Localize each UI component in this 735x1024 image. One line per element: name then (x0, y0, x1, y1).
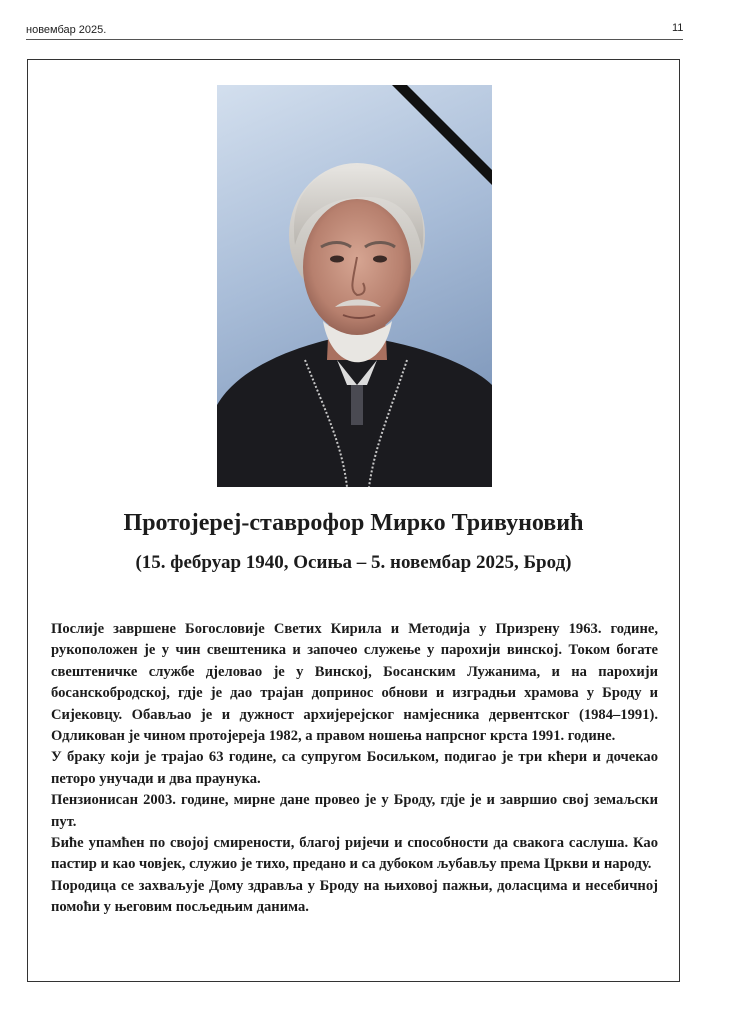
life-dates: (15. фебруар 1940, Осиња – 5. новембар 2025, Брод) (135, 552, 572, 573)
issue-date: новембар 2025. (26, 24, 107, 36)
paragraph: У браку који је трајао 63 године, са супругом Босиљком, подигао је три кћери и дочекао петоро унучади и два праунука. (51, 749, 658, 787)
page-number: 11 (672, 22, 684, 34)
paragraph: Биће упамћен по својој смирености, благој ријечи и способности да свакога саслуша. Као пастир и као човјек, служио је тихо, предано и са дубоком љубављу према Цркви и народу. (51, 835, 658, 873)
deceased-name: Протојереј-ставрофор Мирко Тривуновић (123, 510, 584, 536)
paragraph: Пензионисан 2003. године, мирне дане провео је у Броду, гдје је и завршио свој земаљски пут. (51, 792, 658, 830)
header-divider (26, 39, 683, 40)
portrait-photo (217, 85, 492, 487)
paragraph: Породица се захваљује Дому здравља у Броду на њиховој пажњи, доласцима и несебичној помоћи у његовим посљедњим данима. (51, 877, 658, 916)
obituary-text (51, 619, 658, 919)
paragraph: Послије завршене Богословије Светих Кирила и Методија у Призрену 1963. године, рукоположен је у чин свештеника и започео служење у парохији винској. Током богате свештеничке службе дјеловао је у Винској, Босанским Лужанима, и на парохији босанскобродској, гдје је дао трајан допринос обнови и изградњи храмова у Броду и Сијековцу. Обављао је и дужност архијерејског намјесника дервентског (1984–1991). Одликован је чином протојереја 1982, а правом ношења напрсног крста 1991. године. (51, 621, 658, 745)
